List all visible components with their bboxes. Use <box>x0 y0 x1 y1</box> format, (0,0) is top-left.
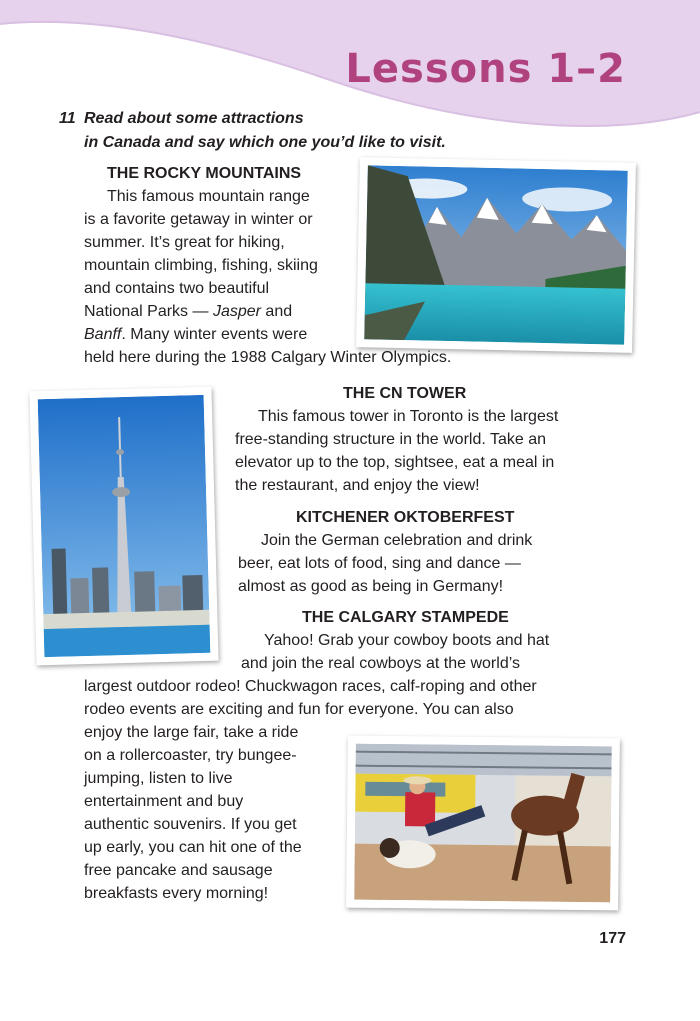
rocky-line: is a favorite getaway in winter or <box>84 211 313 228</box>
rocky-line <box>84 323 307 346</box>
rodeo-image <box>354 744 612 903</box>
page-number: 177 <box>599 930 626 947</box>
stampede-line: rodeo events are exciting and fun for everyone. You can also <box>84 701 514 718</box>
stampede-line: largest outdoor rodeo! Chuckwagon races, calf-roping and other <box>84 678 537 695</box>
task-number: 11 <box>59 110 76 127</box>
stampede-line: free pancake and sausage <box>84 862 273 879</box>
stampede-line: and join the real cowboys at the world’s <box>241 655 520 672</box>
cn-tower-photo <box>29 387 218 666</box>
rocky-line: and contains two beautiful <box>84 280 270 297</box>
cn-tower-heading: THE CN TOWER <box>343 385 467 402</box>
stampede-line: on a rollercoaster, try bungee- <box>84 747 297 764</box>
oktoberfest-heading: KITCHENER OKTOBERFEST <box>296 509 515 526</box>
stampede-line: jumping, listen to live <box>84 770 233 787</box>
park-name-jasper: Jasper <box>212 303 261 320</box>
stampede-line: enjoy the large fair, take a ride <box>84 724 299 741</box>
park-name-banff: Banff <box>84 326 122 343</box>
toronto-skyline-image <box>38 395 211 657</box>
cn-line: free-standing structure in the world. Take an <box>235 431 546 448</box>
rocky-text: and <box>260 303 293 320</box>
rocky-heading: THE ROCKY MOUNTAINS <box>107 165 302 182</box>
task-line-2: in Canada and say which one you’d like to visit. <box>84 134 446 151</box>
stampede-line: breakfasts every morning! <box>84 885 269 902</box>
rocky-text: . Many winter events were <box>121 326 308 343</box>
oktoberfest-line: almost as good as being in Germany! <box>238 578 504 595</box>
rocky-mountains-photo <box>356 157 636 353</box>
page-title: Lessons 1–2 <box>345 46 626 92</box>
cn-line: elevator up to the top, sightsee, eat a meal in <box>235 454 555 471</box>
cn-line: the restaurant, and enjoy the view! <box>235 477 480 494</box>
stampede-line: entertainment and buy <box>84 793 244 810</box>
oktoberfest-line: Join the German celebration and drink <box>261 532 533 549</box>
stampede-line: authentic souvenirs. If you get <box>84 816 297 833</box>
cn-line: This famous tower in Toronto is the largest <box>258 408 559 425</box>
stampede-heading: THE CALGARY STAMPEDE <box>302 609 509 626</box>
rocky-line: mountain climbing, fishing, skiing <box>84 257 318 274</box>
rocky-line: held here during the 1988 Calgary Winter Olympics. <box>84 349 452 366</box>
rocky-line: summer. It’s great for hiking, <box>84 234 285 251</box>
task-line-1: Read about some attractions <box>84 110 304 127</box>
oktoberfest-line: beer, eat lots of food, sing and dance — <box>238 555 521 572</box>
stampede-photo <box>346 736 620 911</box>
task-instruction <box>59 107 519 155</box>
rocky-text: National Parks — <box>84 303 213 320</box>
rocky-line <box>84 300 292 323</box>
rocky-line: This famous mountain range <box>107 188 310 205</box>
stampede-line: up early, you can hit one of the <box>84 839 302 856</box>
mountain-lake-image <box>364 165 628 344</box>
stampede-line: Yahoo! Grab your cowboy boots and hat <box>264 632 550 649</box>
